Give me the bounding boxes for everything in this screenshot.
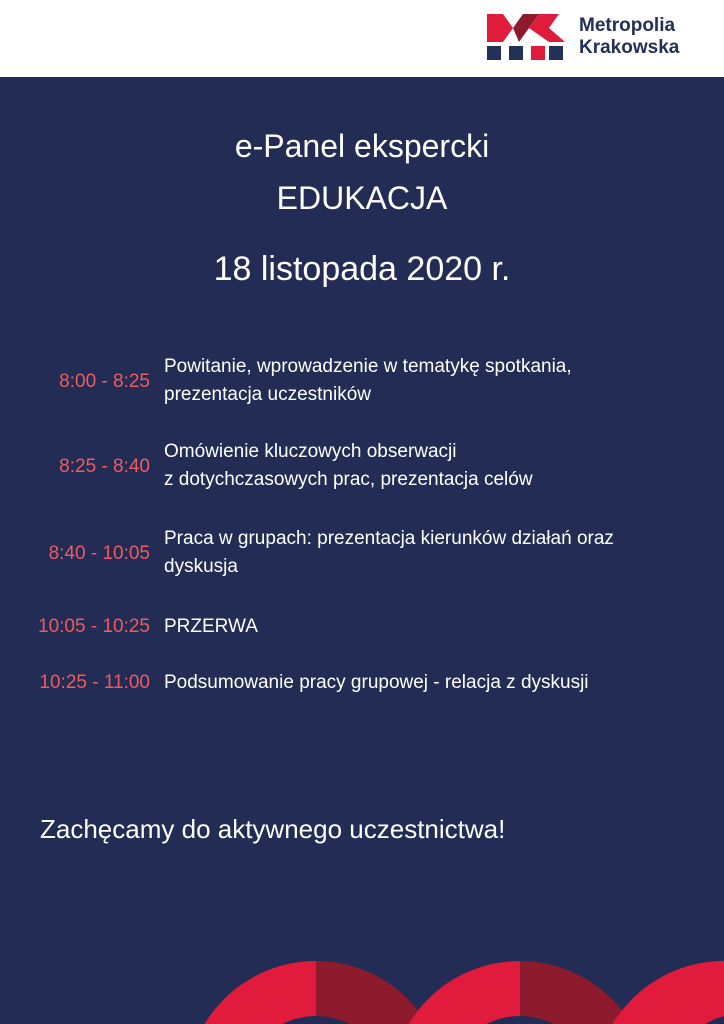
agenda-time: 8:25 - 8:40	[59, 456, 150, 477]
event-title: e-Panel ekspercki	[234, 128, 490, 164]
closing-message: Zachęcamy do aktywnego uczestnictwa!	[40, 814, 506, 844]
ring-middle	[390, 961, 650, 1024]
decorative-rings	[0, 77, 724, 1024]
header	[0, 0, 724, 77]
agenda-time: 8:00 - 8:25	[59, 371, 150, 392]
agenda-line: Podsumowanie pracy grupowej - relacja z dyskusji	[164, 672, 589, 693]
logo-text	[579, 15, 679, 59]
agenda-line: Omówienie kluczowych obserwacji	[164, 441, 457, 462]
agenda-line: z dotychczasowych prac, prezentacja celów	[164, 469, 533, 490]
agenda-line: Powitanie, wprowadzenie w tematykę spotkania,	[164, 356, 572, 377]
main-panel	[0, 77, 724, 1024]
agenda-time: 8:40 - 10:05	[48, 543, 150, 564]
metropolia-logo-icon	[487, 14, 567, 64]
logo-line-1: Metropolia	[579, 15, 676, 36]
agenda-time: 10:25 - 11:00	[39, 672, 150, 693]
agenda-time: 10:05 - 10:25	[38, 616, 150, 637]
agenda-line: Praca w grupach: prezentacja kierunków działań oraz	[164, 528, 614, 549]
ring-left	[186, 961, 446, 1024]
agenda-line: dyskusja	[164, 556, 238, 577]
event-date: 18 listopada 2020 r.	[213, 250, 511, 288]
event-subject: EDUKACJA	[276, 180, 448, 216]
agenda-line: PRZERWA	[164, 616, 258, 637]
logo-line-2: Krakowska	[579, 37, 680, 58]
agenda-line: prezentacja uczestników	[164, 384, 371, 405]
